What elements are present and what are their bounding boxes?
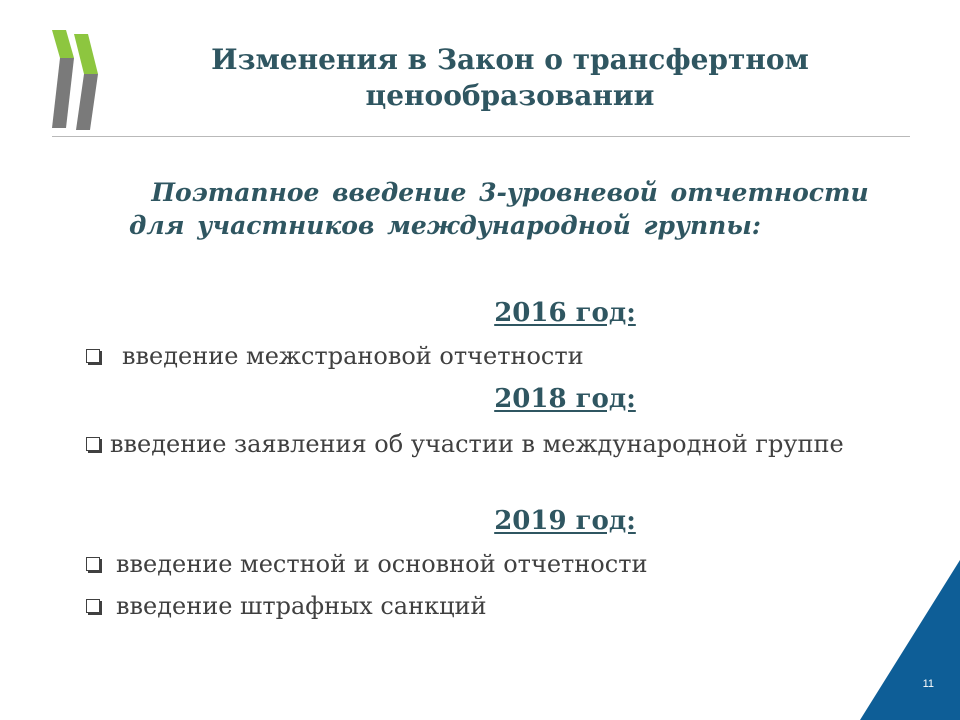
slide-subtitle [60, 176, 900, 242]
year-heading-2018: 2018 год: [494, 384, 636, 414]
list-item-text: введение местной и основной отчетности [116, 550, 648, 578]
title-line-1: Изменения в Закон о трансфертном [211, 43, 809, 76]
slide-title [120, 42, 900, 114]
subtitle-line-2: для участников международной группы: [128, 211, 761, 240]
list-item [86, 588, 902, 624]
corner-triangle-decoration [860, 560, 960, 720]
list-item-text: введение штрафных санкций [116, 592, 487, 620]
list-item-text: введение заявления об участии в международной группе [110, 430, 844, 458]
list-item [86, 426, 902, 462]
title-divider [52, 136, 910, 137]
oecd-logo-icon [52, 30, 102, 130]
list-item [86, 338, 902, 374]
year-heading-2019: 2019 год: [494, 506, 636, 536]
square-bullet-icon [86, 437, 100, 451]
square-bullet-icon [86, 557, 100, 571]
list-item-text: введение межстрановой отчетности [122, 342, 584, 370]
square-bullet-icon [86, 599, 100, 613]
square-bullet-icon [86, 349, 100, 363]
year-heading-2016: 2016 год: [494, 298, 636, 328]
subtitle-line-1: Поэтапное введение 3-уровневой отчетности [151, 178, 869, 207]
page-number: 11 [922, 678, 934, 690]
list-item [86, 546, 902, 582]
title-line-2: ценообразовании [365, 79, 655, 112]
